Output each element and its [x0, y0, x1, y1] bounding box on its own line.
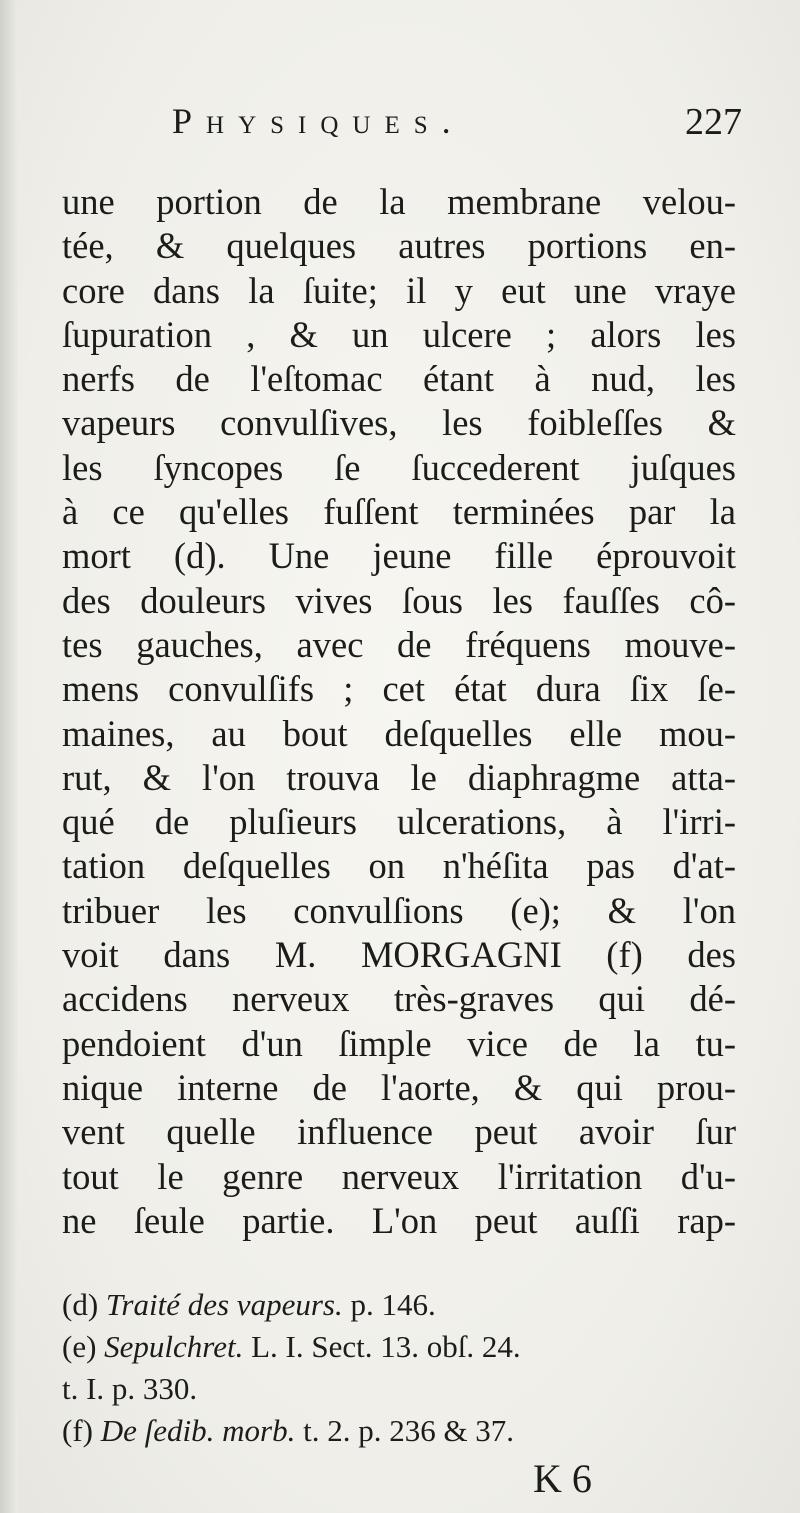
text-line: tout le genre nerveux l'irritation d'u-	[62, 1155, 736, 1197]
footnote-title: De ſedib. morb.	[100, 1413, 296, 1448]
page-header	[172, 100, 742, 148]
footnote-title: Traité des vapeurs.	[105, 1287, 343, 1322]
footnote-title: Sepulchret.	[104, 1329, 244, 1364]
running-head: Physiques.	[172, 101, 465, 141]
page-gutter-shadow	[0, 0, 18, 1513]
text-line: vapeurs convulſives, les foibleſſes &	[62, 402, 736, 444]
footnote-ref: p. 146.	[342, 1287, 436, 1322]
footnote-mark: (e)	[62, 1329, 97, 1364]
text-line: tation deſquelles on n'héſita pas d'at-	[62, 845, 736, 887]
text-line: à ce qu'elles fuſſent terminées par la	[62, 491, 736, 533]
text-line: mort (d). Une jeune fille éprouvoit	[62, 535, 736, 577]
text-line: accidens nerveux très-graves qui dé-	[62, 978, 736, 1020]
text-line: rut, & l'on trouva le diaphragme atta-	[62, 756, 736, 798]
text-line: tes gauches, avec de fréquens mouve-	[62, 623, 736, 665]
text-line: tribuer les convulſions (e); & l'on	[62, 889, 736, 931]
footnote-d	[62, 1284, 738, 1326]
text-line: vent quelle influence peut avoir ſur	[62, 1111, 736, 1153]
text-line: nique interne de l'aorte, & qui prou-	[62, 1066, 736, 1108]
text-line: nerfs de l'eſtomac étant à nud, les	[62, 358, 736, 400]
text-line: mens convulſifs ; cet état dura ſix ſe-	[62, 668, 736, 710]
text-line: voit dans M. MORGAGNI (f) des	[62, 934, 736, 976]
body-text	[62, 180, 736, 1243]
footnotes	[62, 1284, 738, 1452]
footnote-ref: L. I. Sect. 13. obſ. 24.	[243, 1329, 521, 1364]
text-line: des douleurs vives ſous les fauſſes cô-	[62, 579, 736, 621]
footnote-ref: t. I. p. 330.	[62, 1371, 198, 1406]
text-line: une portion de la membrane velou-	[62, 181, 736, 222]
text-line: les ſyncopes ſe ſuccederent juſques	[62, 446, 736, 488]
signature-mark: K 6	[533, 1456, 592, 1501]
footnote-e	[62, 1326, 738, 1368]
text-line: pendoient d'un ſimple vice de la tu-	[62, 1022, 736, 1064]
footnote-e-continued	[62, 1368, 738, 1410]
text-line: maines, au bout deſquelles elle mou-	[62, 712, 736, 754]
footnote-mark: (d)	[62, 1287, 99, 1322]
footnote-f	[62, 1410, 738, 1452]
text-line: tée, & quelques autres portions en-	[62, 225, 736, 267]
page-number: 227	[685, 101, 742, 143]
text-line: core dans la ſuite; il y eut une vraye	[62, 269, 736, 311]
text-line: qué de pluſieurs ulcerations, à l'irri-	[62, 801, 736, 843]
footnote-mark: (f)	[62, 1413, 93, 1448]
footnote-ref: t. 2. p. 236 & 37.	[295, 1413, 515, 1448]
text-line: ſupuration , & un ulcere ; alors les	[62, 313, 736, 355]
text-line: ne ſeule partie. L'on peut auſſi rap-	[62, 1199, 736, 1241]
